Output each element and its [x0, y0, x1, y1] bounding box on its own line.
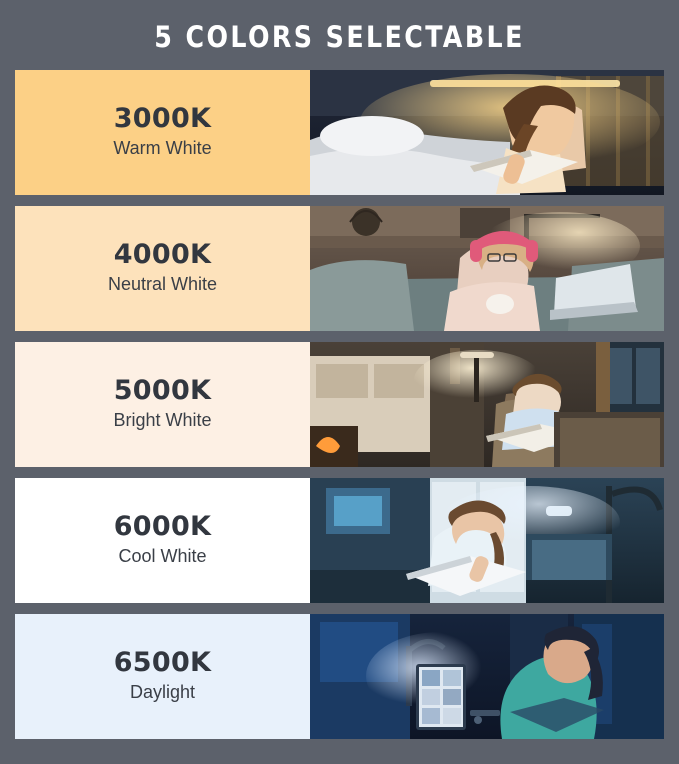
scene-illustration-warm-white — [310, 70, 664, 195]
color-name-label: Warm White — [113, 138, 212, 159]
color-name-label: Daylight — [129, 682, 196, 703]
page-title: 5 COLORS SELECTABLE — [154, 20, 525, 54]
color-swatch-4000k — [15, 206, 310, 331]
kelvin-label: 5000K — [113, 375, 212, 407]
color-swatch-6000k — [15, 478, 310, 603]
list-item[interactable] — [15, 206, 664, 331]
kelvin-label: 6500K — [113, 647, 212, 679]
scene-photo-3000k — [310, 70, 664, 195]
list-item[interactable] — [15, 614, 664, 739]
color-options-list — [15, 54, 664, 739]
list-item[interactable] — [15, 342, 664, 467]
scene-photo-6000k — [310, 478, 664, 603]
list-item[interactable] — [15, 70, 664, 195]
kelvin-label: 3000K — [113, 103, 212, 135]
scene-photo-6500k — [310, 614, 664, 739]
scene-photo-4000k — [310, 206, 664, 331]
scene-illustration-neutral-white — [310, 206, 664, 331]
color-name-label: Neutral White — [107, 274, 218, 295]
color-name-label: Cool White — [118, 546, 207, 567]
color-swatch-5000k — [15, 342, 310, 467]
scene-photo-5000k — [310, 342, 664, 467]
kelvin-label: 4000K — [113, 239, 212, 271]
color-swatch-6500k — [15, 614, 310, 739]
scene-illustration-daylight — [310, 614, 664, 739]
color-swatch-3000k — [15, 70, 310, 195]
color-name-label: Bright White — [113, 410, 212, 431]
kelvin-label: 6000K — [113, 511, 212, 543]
scene-illustration-cool-white — [310, 478, 664, 603]
list-item[interactable] — [15, 478, 664, 603]
scene-illustration-bright-white — [310, 342, 664, 467]
